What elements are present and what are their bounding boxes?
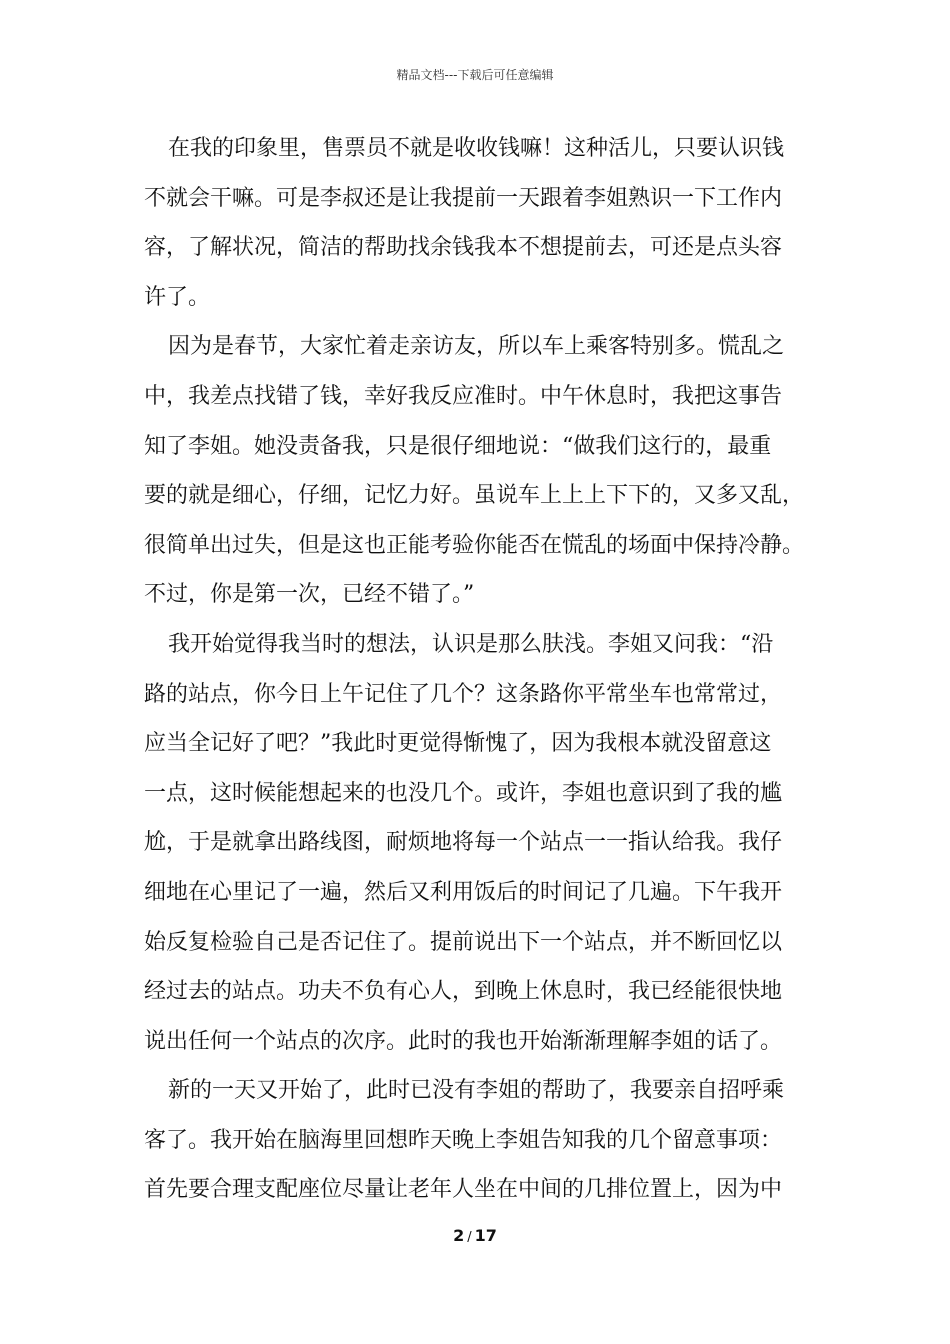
paragraph-4-line-2: 客了。我开始在脑海里回想昨天晚上李姐告知我的几个留意事项： (144, 1127, 783, 1153)
page-number-separator: / (467, 1230, 472, 1245)
page-number (0, 1226, 950, 1245)
paragraph-3-line-5: 尬，于是就拿出路线图，耐烦地将每一个站点一一指认给我。我仔 (144, 830, 783, 856)
paragraph-3-line-4: 一点，这时候能想起来的也没几个。或许，李姐也意识到了我的尴 (144, 780, 783, 806)
paragraph-3-line-9: 说出任何一个站点的次序。此时的我也开始渐渐理解李姐的话了。 (144, 1028, 783, 1054)
total-page-count: 17 (474, 1226, 497, 1245)
paragraph-2-line-5: 很简单出过失，但是这也正能考验你能否在慌乱的场面中保持冷静。 (144, 532, 805, 558)
paragraph-3-line-7: 始反复检验自己是否记住了。提前说出下一个站点，并不断回忆以 (144, 929, 783, 955)
paragraph-2-line-6: 不过，你是第一次，已经不错了。” (144, 582, 475, 608)
paragraph-3-line-8: 经过去的站点。功夫不负有心人，到晚上休息时，我已经能很快地 (144, 979, 783, 1005)
paragraph-2-line-1: 因为是春节，大家忙着走亲访友，所以车上乘客特别多。慌乱之 (168, 334, 785, 360)
paragraph-3-line-1: 我开始觉得我当时的想法，认识是那么肤浅。李姐又问我：“沿 (168, 631, 774, 657)
paragraph-1-line-4: 许了。 (144, 284, 211, 310)
paragraph-2-line-2: 中，我差点找错了钱，幸好我反应准时。中午休息时，我把这事告 (144, 383, 783, 409)
paragraph-1-line-3: 容，了解状况，简洁的帮助找余钱我本不想提前去，可还是点头容 (144, 235, 783, 261)
paragraph-4-line-1: 新的一天又开始了，此时已没有李姐的帮助了，我要亲自招呼乘 (168, 1078, 785, 1104)
paragraph-1-line-2: 不就会干嘛。可是李叔还是让我提前一天跟着李姐熟识一下工作内 (144, 185, 783, 211)
paragraph-1-line-1: 在我的印象里，售票员不就是收收钱嘛！这种活儿，只要认识钱 (168, 136, 785, 161)
paragraph-2-line-3: 知了李姐。她没责备我，只是很仔细地说：“做我们这行的，最重 (144, 433, 772, 459)
current-page-number: 2 (453, 1226, 465, 1245)
body-text (144, 124, 824, 1215)
page-header: 精品文档---下载后可任意编辑 (396, 68, 554, 82)
paragraph-3-line-3: 应当全记好了吧？”我此时更觉得惭愧了，因为我根本就没留意这 (144, 731, 772, 757)
paragraph-4-line-3: 首先要合理支配座位尽量让老年人坐在中间的几排位置上，因为中 (144, 1177, 783, 1203)
paragraph-3-line-6: 细地在心里记了一遍，然后又利用饭后的时间记了几遍。下午我开 (144, 879, 783, 905)
paragraph-2-line-4: 要的就是细心，仔细，记忆力好。虽说车上上上下下的，又多又乱， (144, 483, 805, 509)
paragraph-3-line-2: 路的站点，你今日上午记住了几个？这条路你平常坐车也常常过， (144, 681, 783, 707)
